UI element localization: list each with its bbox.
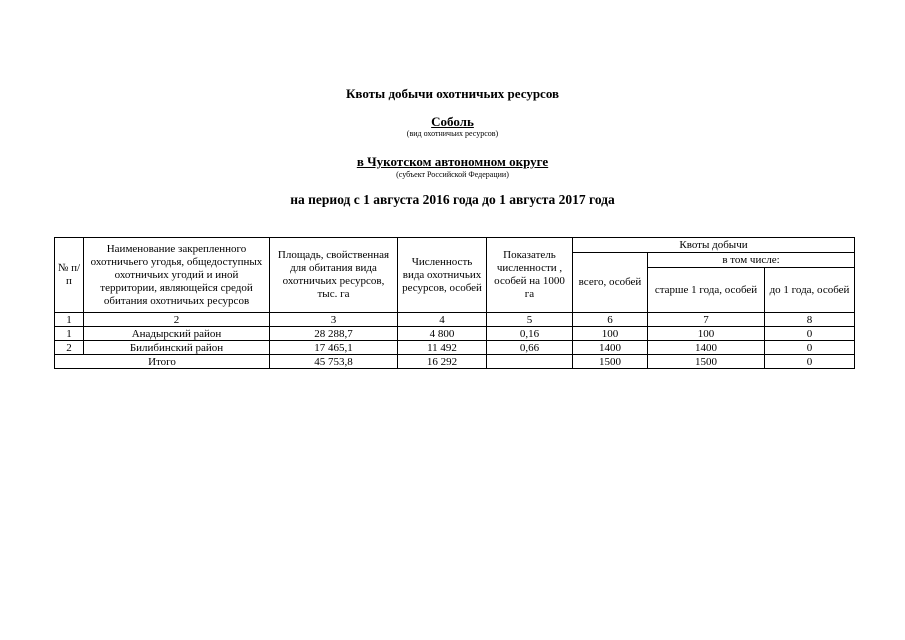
column-number: 3 bbox=[270, 313, 398, 327]
row-num: 2 bbox=[55, 341, 84, 355]
row-total: 100 bbox=[573, 327, 648, 341]
column-number: 8 bbox=[765, 313, 855, 327]
header-density: Показатель численности , особей на 1000 га bbox=[487, 238, 573, 313]
row-younger: 0 bbox=[765, 327, 855, 341]
document-title: Квоты добычи охотничьих ресурсов bbox=[345, 86, 560, 101]
row-name: Анадырский район bbox=[84, 327, 270, 341]
column-number: 6 bbox=[573, 313, 648, 327]
row-population: 11 492 bbox=[398, 341, 487, 355]
row-older: 1400 bbox=[648, 341, 765, 355]
header-population: Численность вида охотничьих ресурсов, особей bbox=[398, 238, 487, 313]
totals-total: 1500 bbox=[573, 355, 648, 369]
species-name: Соболь bbox=[431, 114, 474, 129]
totals-label: Итого bbox=[55, 355, 270, 369]
row-area: 17 465,1 bbox=[270, 341, 398, 355]
totals-density bbox=[487, 355, 573, 369]
column-numbers-row bbox=[55, 313, 855, 327]
column-number: 2 bbox=[84, 313, 270, 327]
header-area: Площадь, свойственная для обитания вида охотничьих ресурсов, тыс. га bbox=[270, 238, 398, 313]
row-density: 0,66 bbox=[487, 341, 573, 355]
region-name: в Чукотском автономном округе bbox=[356, 154, 549, 169]
region-caption: (субъект Российской Федерации) bbox=[396, 170, 509, 179]
row-num: 1 bbox=[55, 327, 84, 341]
column-number: 1 bbox=[55, 313, 84, 327]
totals-population: 16 292 bbox=[398, 355, 487, 369]
header-quota-group: Квоты добычи bbox=[573, 238, 855, 253]
row-density: 0,16 bbox=[487, 327, 573, 341]
header-num: № п/п bbox=[55, 238, 84, 313]
column-number: 5 bbox=[487, 313, 573, 327]
column-number: 7 bbox=[648, 313, 765, 327]
row-population: 4 800 bbox=[398, 327, 487, 341]
row-older: 100 bbox=[648, 327, 765, 341]
header-total: всего, особей bbox=[573, 253, 648, 313]
row-total: 1400 bbox=[573, 341, 648, 355]
header-younger: до 1 года, особей bbox=[765, 268, 855, 313]
row-area: 28 288,7 bbox=[270, 327, 398, 341]
header-older: старше 1 года, особей bbox=[648, 268, 765, 313]
totals-row bbox=[55, 355, 855, 369]
species-caption: (вид охотничьих ресурсов) bbox=[406, 129, 499, 138]
table-row bbox=[55, 327, 855, 341]
header-including: в том числе: bbox=[648, 253, 855, 268]
quota-table bbox=[54, 237, 855, 369]
table-row bbox=[55, 341, 855, 355]
column-number: 4 bbox=[398, 313, 487, 327]
period-title: на период с 1 августа 2016 года до 1 августа 2017 года bbox=[290, 192, 615, 207]
totals-area: 45 753,8 bbox=[270, 355, 398, 369]
row-younger: 0 bbox=[765, 341, 855, 355]
header-name: Наименование закрепленного охотничьего угодья, общедоступных охотничьих угодий и иной территории, являющейся средой обитания охотничьих ресурсов bbox=[84, 238, 270, 313]
row-name: Билибинский район bbox=[84, 341, 270, 355]
totals-older: 1500 bbox=[648, 355, 765, 369]
totals-younger: 0 bbox=[765, 355, 855, 369]
